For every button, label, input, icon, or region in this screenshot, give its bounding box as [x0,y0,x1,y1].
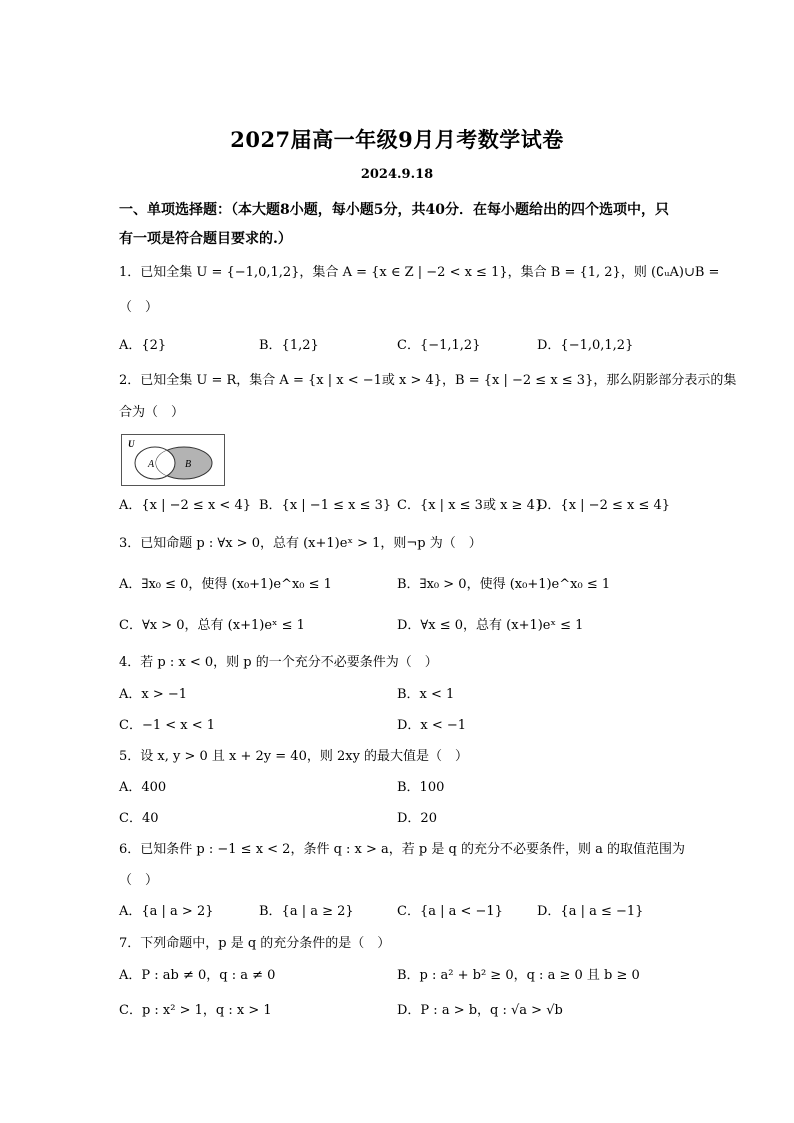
question-5-option-d: D．20 [397,811,437,826]
question-1-option-c: C．{−1,1,2} [397,338,481,353]
question-4-option-d: D．x < −1 [397,718,467,733]
question-3-option-a: A．∃x₀ ≤ 0，使得 (x₀+1)e^x₀ ≤ 1 [119,577,332,592]
question-5-option-a: A．400 [119,780,167,795]
venn-label-u: U [128,439,135,449]
question-6-stem-cont: （ ） [119,873,159,888]
question-7-option-d: D．P : a > b，q : √a > √b [397,1003,563,1018]
question-7-option-b: B．p : a² + b² ≥ 0，q : a ≥ 0 且 b ≥ 0 [397,968,640,983]
question-5-option-b: B．100 [397,780,445,795]
venn-label-b: B [185,459,192,470]
question-2-option-a: A．{x | −2 ≤ x < 4} [119,498,251,513]
section-heading: 一、单项选择题：（本大题8小题，每小题5分，共40分．在每小题给出的四个选项中，只有一项是符合题目要求的.） [119,202,669,247]
question-5-option-c: C．40 [119,811,159,826]
question-7-stem: 7．下列命题中，p 是 q 的充分条件的是（ ） [119,936,391,951]
question-3-option-b: B．∃x₀ > 0，使得 (x₀+1)e^x₀ ≤ 1 [397,577,611,592]
venn-label-a: A [148,459,155,470]
question-3-stem: 3．已知命题 p : ∀x > 0，总有 (x+1)eˣ > 1，则¬p 为（ ） [119,536,482,551]
question-7-option-c: C．p : x² > 1，q : x > 1 [119,1003,272,1018]
question-6-option-c: C．{a | a < −1} [397,904,503,919]
question-7-option-a: A．P : ab ≠ 0，q : a ≠ 0 [119,968,276,983]
question-4-stem: 4．若 p : x < 0，则 p 的一个充分不必要条件为（ ） [119,655,438,670]
question-6-option-d: D．{a | a ≤ −1} [537,904,644,919]
question-4-option-b: B．x < 1 [397,687,455,702]
question-1-option-a: A．{2} [119,338,167,353]
exam-date: 2024.9.18 [360,167,434,182]
question-2-stem: 2．已知全集 U = R，集合 A = {x | x < −1或 x > 4}，B = {x | −2 ≤ x ≤ 3}，那么阴影部分表示的集 [119,373,737,388]
question-2-option-b: B．{x | −1 ≤ x ≤ 3} [259,498,392,513]
question-2-stem-cont: 合为（ ） [119,405,185,420]
question-5-stem: 5．设 x, y > 0 且 x + 2y = 40，则 2xy 的最大值是（ ） [119,749,469,764]
question-6-option-b: B．{a | a ≥ 2} [259,904,354,919]
exam-title: 2027届高一年级9月月考数学试卷 [230,127,564,152]
question-2-option-c: C．{x | x ≤ 3或 x ≥ 4} [397,498,544,513]
question-4-option-c: C．−1 < x < 1 [119,718,216,733]
question-1-option-d: D．{−1,0,1,2} [537,338,634,353]
question-3-option-d: D．∀x ≤ 0，总有 (x+1)eˣ ≤ 1 [397,618,584,633]
question-1-option-b: B．{1,2} [259,338,319,353]
question-1-stem: 1．已知全集 U = {−1,0,1,2}，集合 A = {x ∈ Z | −2 < x ≤ 1}，集合 B = {1, 2}，则 (∁ᵤA)∪B = [119,265,720,280]
question-3-option-c: C．∀x > 0，总有 (x+1)eˣ ≤ 1 [119,618,305,633]
question-2-option-d: D．{x | −2 ≤ x ≤ 4} [537,498,671,513]
question-6-stem: 6．已知条件 p : −1 ≤ x < 2，条件 q : x > a，若 p 是 q 的充分不必要条件，则 a 的取值范围为 [119,842,685,857]
venn-diagram [121,434,225,486]
question-1-stem-cont: （ ） [119,300,159,315]
question-4-option-a: A．x > −1 [119,687,188,702]
question-6-option-a: A．{a | a > 2} [119,904,214,919]
